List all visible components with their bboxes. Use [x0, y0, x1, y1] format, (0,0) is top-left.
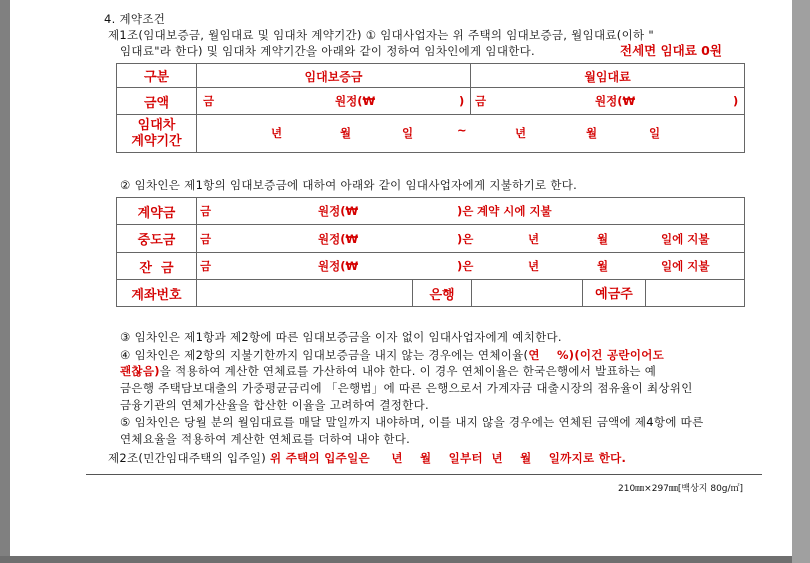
down-payment-label: 계약금	[117, 198, 197, 225]
article1-line1: 제1조(임대보증금, 월임대료 및 임대차 계약기간) ① 임대사업자는 위 주택의 임대보증금, 월임대료(이하 "	[108, 28, 654, 42]
holder-label: 예금주	[583, 280, 646, 306]
clause-4-line2: 괜찮음)을 적용하여 계산한 연체료를 가산하여 내야 한다. 이 경우 연체이율은 한국은행에서 발표하는 예	[120, 364, 657, 378]
header-division: 구분	[117, 64, 197, 88]
clause-4-line3: 금은행 주택담보대출의 가중평균금리에 「은행법」에 따른 은행으로서 가계자금 대출시장의 점유율이 최상위인	[120, 381, 693, 395]
deposit-rent-table	[116, 63, 745, 153]
interim-payment-cell[interactable]: 금 원정(₩ )은 년 월 일에 지불	[197, 225, 745, 253]
bottom-bar	[0, 556, 792, 563]
deposit-amount-cell[interactable]: 금 원정(₩ )	[197, 88, 471, 115]
clause-2: ② 임차인은 제1항의 임대보증금에 대하여 아래와 같이 임대사업자에게 지불하기로 한다.	[120, 178, 578, 192]
article1-line2: 임대료"라 한다) 및 임대차 계약기간을 아래와 같이 정하여 임차인에게 임대한다.	[120, 44, 536, 58]
interim-payment-label: 중도금	[117, 225, 197, 253]
balance-cell[interactable]: 금 원정(₩ )은 년 월 일에 지불	[197, 253, 745, 280]
header-deposit: 임대보증금	[197, 64, 471, 88]
amount-label: 금액	[117, 88, 197, 115]
account-number-field[interactable]	[197, 280, 413, 307]
balance-label: 잔 금	[117, 253, 197, 280]
holder-area	[583, 280, 745, 307]
article1-note: 전세면 임대료 0원	[620, 43, 722, 58]
clause-5-line1: ⑤ 임차인은 당월 분의 월임대료를 매달 말일까지 내야하며, 이를 내지 않을 경우에는 연체된 금액에 제4항에 따른	[120, 415, 704, 429]
vertical-scrollbar[interactable]	[792, 0, 810, 563]
rent-amount-cell[interactable]: 금 원정(₩ )	[471, 88, 745, 115]
clause-4-line4: 금융기관의 연체가산율을 합산한 이율을 고려하여 결정한다.	[120, 398, 429, 412]
bank-label: 은행	[413, 280, 472, 307]
down-payment-cell[interactable]: 금 원정(₩ )은 계약 시에 지불	[197, 198, 745, 225]
bank-field[interactable]	[472, 280, 583, 307]
paper-spec: 210㎜×297㎜[백상지 80g/㎡]	[618, 484, 744, 494]
period-label: 임대차 계약기간	[117, 115, 197, 153]
clause-5-line2: 연체요율을 적용하여 계산한 연체료를 더하여 내야 한다.	[120, 432, 411, 446]
clause-4-line1: ④ 임차인은 제2항의 지불기한까지 임대보증금을 내지 않는 경우에는 연체이율(연 %)(이건 공란이어도	[120, 348, 665, 362]
document-page	[10, 0, 792, 556]
article2: 제2조(민간임대주택의 입주일) 위 주택의 입주일은 년 월 일부터 년 월 일까지로 한다.	[108, 451, 627, 465]
footer-divider	[86, 474, 762, 475]
section-title: 4. 계약조건	[104, 12, 166, 26]
clause-3: ③ 임차인은 제1항과 제2항에 따른 임대보증금을 이자 없이 임대사업자에게 예치한다.	[120, 330, 562, 344]
payment-table	[116, 197, 745, 307]
account-label: 계좌번호	[117, 280, 197, 307]
header-monthly-rent: 월임대료	[471, 64, 745, 88]
period-cell[interactable]: 년 월 일 ~ 년 월 일	[197, 115, 745, 153]
